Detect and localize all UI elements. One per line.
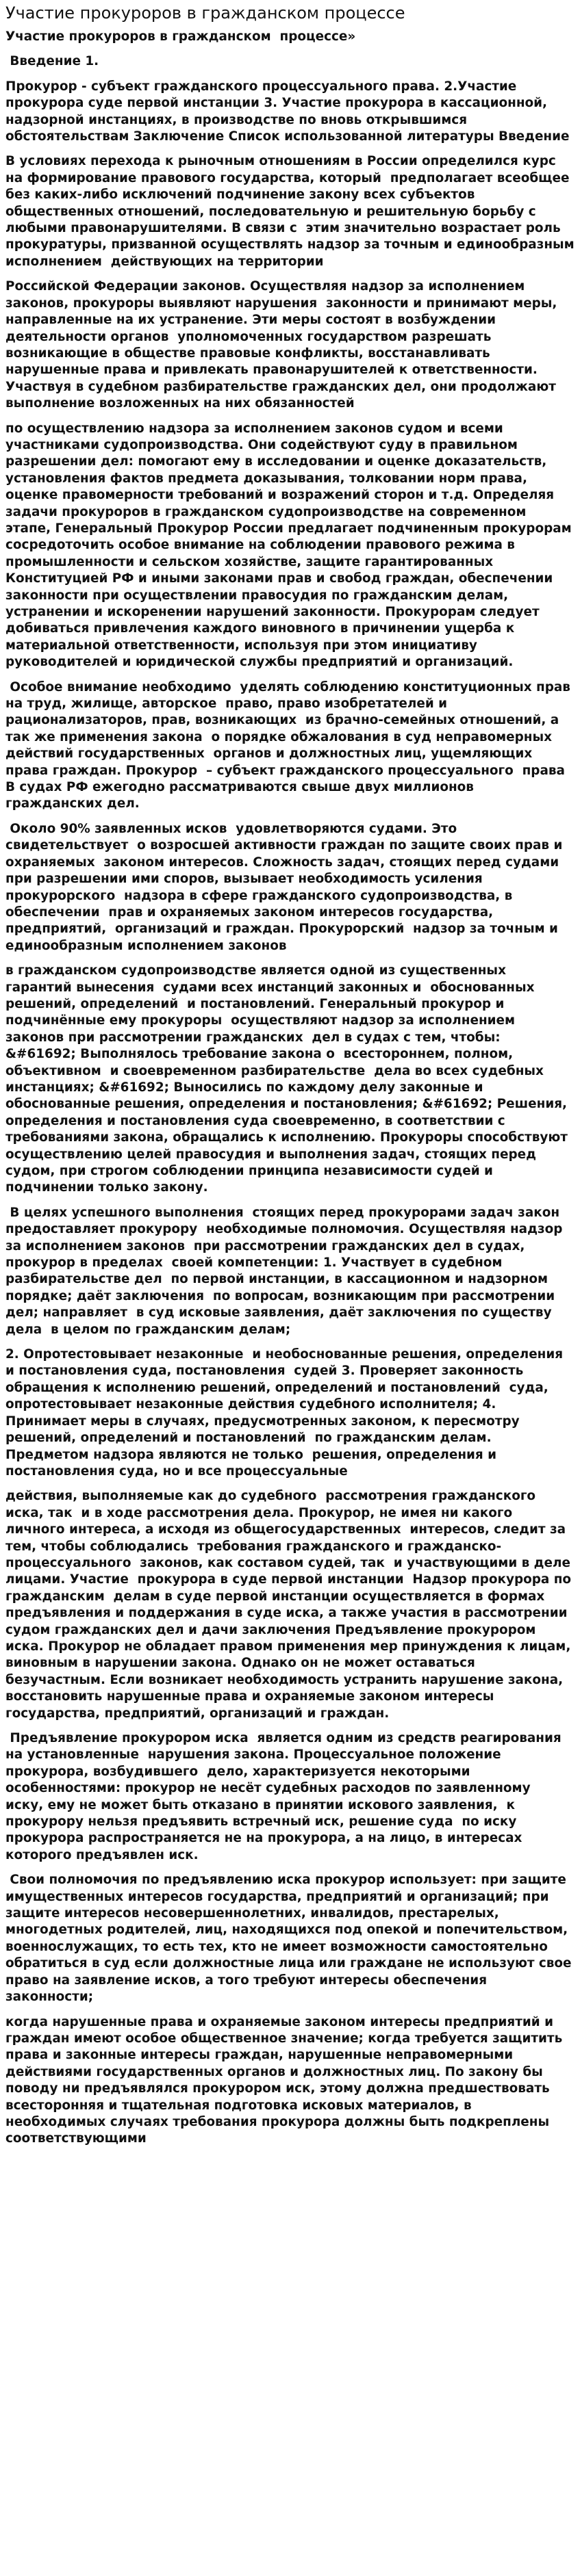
paragraph: В целях успешного выполнения стоящих перед прокурорами задач закон предоставляет прокурору необходимые полномочия. Осуществляя надзор за исполнением законов при рассмотрении гражданских дел в судах, прокурор в пределах своей компетенции: 1. Участвует в судебном разбирательстве дел по первой инстанции, в кассационном и надзорном порядке; даёт заключения по вопросам, возникающим при рассмотрении дел; направляет в суд исковые заявления, даёт заключения по существу дела в целом по гражданским делам; xyxy=(5,1205,567,1337)
paragraph: Российской Федерации законов. Осуществляя надзор за исполнением законов, прокуроры выявляют нарушения законности и принимают меры, направленные на их устранение. Эти меры состоят в возбуждении деятельности органов уполномоченных государством разрешать возникающие в обществе правовые конфликты, восстанавливать нарушенные права и привлекать правонарушителей к ответственности. Участвуя в судебном разбирательстве гражданских дел, они продолжают выполнение возложенных на них обязанностей xyxy=(5,279,562,411)
paragraph: 2. Опротестовывает незаконные и необоснованные решения, определения и постановления суда, постановления судей 3. Проверяет законность обращения к исполнению решений, определений и постановлений суда, опротестовывает незаконные действия судебного исполнителя; 4. Принимает меры в случаях, предусмотренных законом, к пересмотру решений, определений и постановлений по гражданским делам. Предметом надзора являются не только решения, определения и постановления суда, но и все процессуальные xyxy=(5,1347,572,1479)
paragraph-subtitle: Участие прокуроров в гражданском процессе» xyxy=(5,29,356,44)
paragraph-intro-heading: Введение 1. xyxy=(5,54,99,69)
paragraph: Свои полномочия по предъявлению иска прокурор использует: при защите имущественных интересов государства, предприятий и организаций; при защите интересов несовершеннолетних, инвалидов, престарелых, многодетных родителей, лиц, находящихся под опекой и попечительством, военнослужащих, то есть тех, кто не имеет возможности самостоятельно обратиться в суд если должностные лица или граждане не используют свое право на заявление исков, а того требуют интересы обеспечения законности; xyxy=(5,1873,576,2005)
paragraph: Особое внимание необходимо уделять соблюдению конституционных прав на труд, жилище, авторское право, право изобретателей и рационализаторов, прав, возникающих из брачно-семейных отношений, а так же применения закона о порядке обжалования в суд неправомерных действий государственных органов и должностных лиц, ущемляющих права граждан. Прокурор – субъект гражданского процессуального права В судах РФ ежегодно рассматриваются свыше двух миллионов гражданских дел. xyxy=(5,679,575,811)
paragraph: по осуществлению надзора за исполнением законов судом и всеми участниками судопроизводства. Они содействуют суду в правильном разрешении дел: помогают ему в исследовании и оценке доказательств, установления фактов предмета доказывания, толковании норм права, оценке правомерности требований и возражений сторон и т.д. Определяя задачи прокуроров в гражданском судопроизводстве на современном этапе, Генеральный Прокурор России предлагает подчиненным прокурорам сосредоточить особое внимание на соблюдении правового режима в промышленности и сельском хозяйстве, защите гарантированных Конституцией РФ и иными законами прав и свобод граждан, обеспечении законности при осуществлении правосудия по гражданским делам, устранении и искоренении нарушений законности. Прокурорам следует добиваться привлечения каждого виновного в причинении ущерба к материальной ответственности, используя при этом инициативу руководителей и юридической службы предприятий и организаций. xyxy=(5,421,577,670)
document-title: Участие прокуроров в гражданском процессе xyxy=(5,3,405,23)
paragraph: когда нарушенные права и охраняемые законом интересы предприятий и граждан имеют особое общественное значение; когда требуется защитить права и законные интересы граждан, нарушенные неправомерными действиями государственных органов и должностных лиц. По закону бы поводу ни предъявлялся прокурором иск, этому должна предшествовать всесторонняя и тщательная подготовка исковых материалов, в необходимых случаях требования прокурора должны быть подкреплены соответствующими xyxy=(5,2014,567,2146)
paragraph: Предъявление прокурором иска является одним из средств реагирования на установленные нарушения закона. Процессуальное положение прокурора, возбудившего дело, характеризуется некоторыми особенностями: прокурор не несёт судебных расходов по заявленному иску, ему не может быть отказано в принятии искового заявления, к прокурору нельзя предъявить встречный иск, решение суда по иску прокурора распространяется не на прокурора, а на лицо, в интересах которого предъявлен иск. xyxy=(5,1731,566,1862)
paragraph: в гражданском судопроизводстве является одной из существенных гарантий вынесения судами всех инстанций законных и обоснованных решений, определений и постановлений. Генеральный прокурор и подчинённые ему прокуроры осуществляют надзор за исполнением законов при рассмотрении гражданских дел в судах с тем, чтобы: &#61692; Выполнялось требование закона о всестороннем, полном, объективном и своевременном разбирательстве дела во всех судебных инстанциях; &#61692; Выносились по каждому делу законные и обоснованные решения, определения и постановления; &#61692; Решения, определения и постановления суда своевременно, в соответствии с требованиями закона, обращались к исполнению. Прокуроры способствуют осуществлению целей правосудия и выполнения задач, стоящих перед судом, при строгом соблюдении принципа независимости судей и подчинении только закону. xyxy=(5,963,572,1195)
paragraph: Около 90% заявленных исков удовлетворяются судами. Это свидетельствует о возросшей активности граждан по защите своих прав и охраняемых законом интересов. Сложность задач, стоящих перед судами при разрешении ими споров, вызывает необходимость усиления прокурорского надзора в сфере гражданского судопроизводства, в обеспечении прав и охраняемых законом интересов государства, предприятий, организаций и граждан. Прокурорский надзор за точным и единообразным исполнением законов xyxy=(5,821,568,953)
document-body xyxy=(5,29,579,2148)
paragraph-contents: Прокурор - субъект гражданского процессуального права. 2.Участие прокурора суде первой инстанции 3. Участие прокурора в кассационной, надзорной инстанциях, в производстве по вновь открывшимся обстоятельствам Заключение Список использованной литературы Введение xyxy=(5,79,570,144)
paragraph: В условиях перехода к рыночным отношениям в России определился курс на формирование правового государства, который предполагает всеобщее без каких-либо исключений подчинение закону всех субъектов общественных отношений, последовательную и решительную борьбу с любыми правонарушителями. В связи с этим значительно возрастает роль прокуратуры, призванной осуществлять надзор за точным и единообразным исполнением действующих на территории xyxy=(5,154,579,269)
paragraph: действия, выполняемые как до судебного рассмотрения гражданского иска, так и в ходе рассмотрения дела. Прокурор, не имея ни какого личного интереса, а исходя из общегосударственных интересов, следит за тем, чтобы соблюдались требования гражданского и гражданско-процессуального законов, как составом судей, так и участвующими в деле лицами. Участие прокурора в суде первой инстанции Надзор прокурора по гражданским делам в суде первой инстанции осуществляется в формах предъявления и поддержания в суде иска, а также участия в рассмотрении судом гражданских дел и дачи заключения Предъявление прокурором иска. Прокурор не обладает правом применения мер принуждения к лицам, виновным в нарушении закона. Однако он не может оставаться безучастным. Если возникает необходимость устранить нарушение закона, восстановить нарушенные права и охраняемые законом интересы государства, предприятий, организаций и граждан. xyxy=(5,1489,576,1721)
